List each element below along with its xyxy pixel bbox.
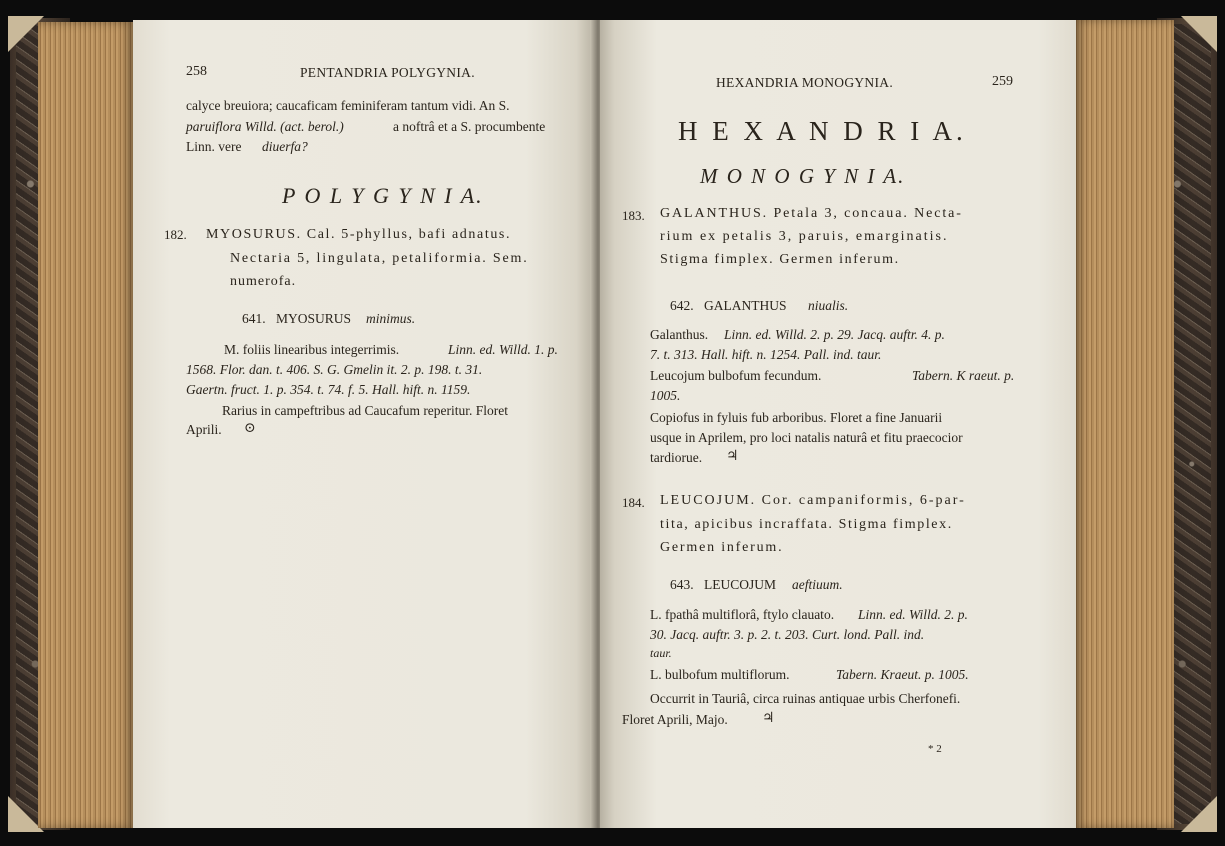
text-line: a noftrâ et a S. procumbente — [393, 119, 546, 134]
page-number: 258 — [186, 64, 207, 79]
species-description: M. foliis linearibus integerrimis. — [224, 342, 400, 357]
habitat-text: Aprili. — [186, 422, 222, 437]
genus-description: LEUCOJUM. Cor. campaniformis, 6-par- — [660, 493, 966, 508]
species-epithet: niualis. — [808, 298, 849, 313]
species-reference: 1005. — [650, 388, 681, 403]
page-number: 259 — [992, 74, 1013, 89]
genus-number: 182. — [164, 227, 187, 242]
species-name: LEUCOJUM — [704, 577, 777, 592]
class-title: H E X A N D R I A. — [678, 116, 967, 146]
habitat-text: Occurrit in Tauriâ, circa ruinas antiquae urbis Cherfonefi. — [650, 691, 961, 706]
species-description: Leucojum bulbofum fecundum. — [650, 368, 822, 383]
species-number: 641. — [242, 311, 266, 326]
genus-description: tita, apicibus incraffata. Stigma fimplex. — [660, 517, 953, 532]
species-reference: Linn. ed. Willd. 2. p. — [858, 607, 968, 622]
perennial-symbol: ♃ — [762, 711, 775, 726]
species-description: L. bulbofum multiflorum. — [650, 667, 790, 682]
species-epithet: minimus. — [366, 311, 416, 326]
species-reference: taur. — [650, 646, 672, 660]
habitat-text: Rarius in campeftribus ad Caucafum reperitur. Floret — [222, 403, 509, 418]
species-reference: Linn. ed. Willd. 2. p. 29. Jacq. auftr. 4. p. — [724, 327, 945, 342]
section-title: P O L Y G Y N I A. — [282, 183, 484, 208]
right-page-edges — [1074, 20, 1174, 828]
habitat-text: tardiorue. — [650, 450, 703, 465]
text-line: calyce breuiora; caucaficam feminiferam tantum vidi. An S. — [186, 98, 510, 113]
text-line-italic: diuerfa? — [262, 139, 308, 154]
genus-number: 184. — [622, 495, 645, 510]
species-reference: Tabern. Kraeut. p. 1005. — [836, 667, 969, 682]
genus-description: Nectaria 5, lingulata, petaliformia. Sem. — [230, 251, 529, 266]
genus-description: numerofa. — [230, 274, 297, 289]
genus-description: Germen inferum. — [660, 540, 784, 555]
species-epithet: aeftiuum. — [792, 577, 843, 592]
habitat-text: usque in Aprilem, pro loci natalis naturâ et fitu praecocior — [650, 430, 963, 445]
running-head: HEXANDRIA MONOGYNIA. — [716, 75, 893, 90]
species-reference: Linn. ed. Willd. 1. p. — [448, 342, 558, 357]
species-number: 643. — [670, 577, 694, 592]
genus-description: Stigma fimplex. Germen inferum. — [660, 252, 900, 267]
species-number: 642. — [670, 298, 694, 313]
left-page-edges — [38, 22, 134, 828]
habitat-text: Copiofus in fyluis fub arboribus. Floret a fine Januarii — [650, 410, 943, 425]
species-name: MYOSURUS — [276, 311, 352, 326]
habitat-text: Floret Aprili, Majo. — [622, 712, 728, 727]
genus-description: rium ex petalis 3, paruis, emarginatis. — [660, 229, 949, 244]
species-description: L. fpathâ multiflorâ, ftylo clauato. — [650, 607, 835, 622]
order-title: M O N O G Y N I A. — [700, 164, 906, 188]
genus-description: GALANTHUS. Petala 3, concaua. Necta- — [660, 206, 963, 221]
species-reference: Gaertn. fruct. 1. p. 354. t. 74. f. 5. Hall. hift. n. 1159. — [186, 382, 471, 397]
species-reference: Tabern. K raeut. p. — [912, 368, 1015, 383]
species-reference: 30. Jacq. auftr. 3. p. 2. t. 203. Curt. lond. Pall. ind. — [650, 627, 925, 642]
species-reference: 7. t. 313. Hall. hift. n. 1254. Pall. ind. taur. — [650, 347, 882, 362]
signature-mark: * 2 — [928, 743, 942, 755]
genus-description: MYOSURUS. Cal. 5-phyllus, bafi adnatus. — [206, 227, 512, 242]
species-reference: 1568. Flor. dan. t. 406. S. G. Gmelin it. 2. p. 198. t. 31. — [186, 362, 483, 377]
annual-symbol: ⊙ — [244, 421, 256, 436]
genus-number: 183. — [622, 208, 645, 223]
text-line: Linn. vere — [186, 139, 242, 154]
perennial-symbol: ♃ — [726, 449, 739, 464]
species-name: GALANTHUS — [704, 298, 787, 313]
running-head: PENTANDRIA POLYGYNIA. — [300, 65, 475, 80]
text-line-italic: paruiflora Willd. (act. berol.) — [186, 119, 344, 134]
species-description: Galanthus. — [650, 327, 709, 342]
